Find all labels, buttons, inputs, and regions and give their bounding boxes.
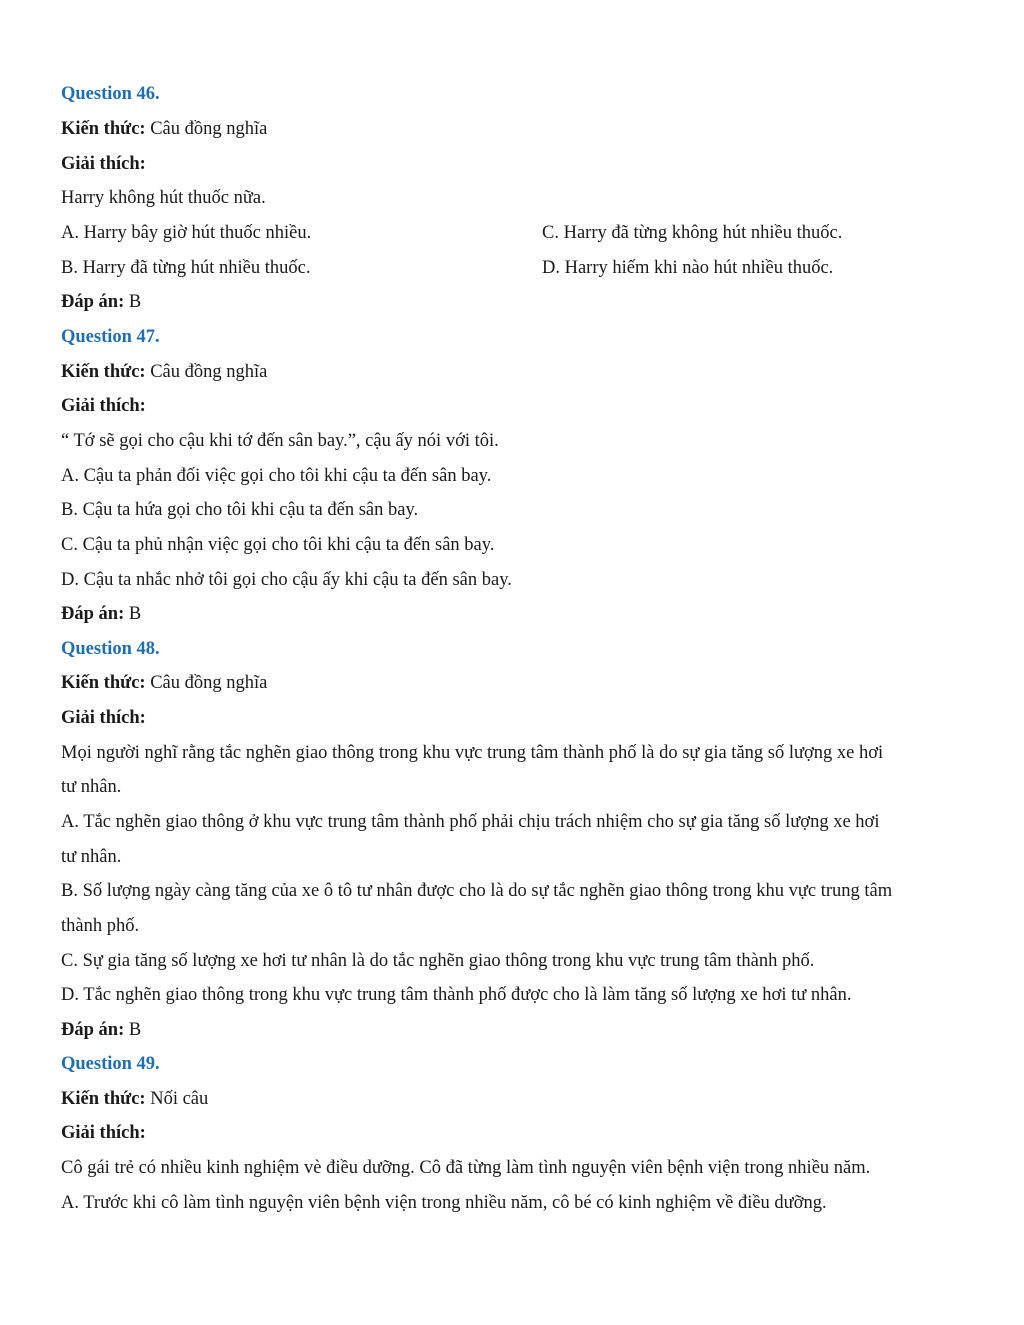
question-49-option-a: A. Trước khi cô làm tình nguyện viên bệnh viện trong nhiều năm, cô bé có kinh nghiệm về điều dưỡng. [61, 1193, 827, 1213]
question-49-prompt: Cô gái trẻ có nhiều kinh nghiệm vè điều dưỡng. Cô đã từng làm tình nguyện viên bệnh viện trong nhiều năm. [61, 1158, 871, 1178]
question-48-option-a-line-2: tư nhân. [61, 847, 122, 867]
question-47-option-a: A. Cậu ta phản đối việc gọi cho tôi khi cậu ta đến sân bay. [61, 466, 492, 486]
question-49-knowledge [61, 1088, 208, 1110]
question-46-option-b: B. Harry đã từng hút nhiều thuốc. [61, 258, 311, 278]
question-48-prompt-line-2: tư nhân. [61, 777, 122, 797]
answer-value: B [124, 604, 142, 624]
question-46-option-a: A. Harry bây giờ hút thuốc nhiều. [61, 223, 312, 243]
question-48-knowledge [61, 672, 267, 694]
question-47-option-d: D. Cậu ta nhắc nhở tôi gọi cho cậu ấy khi cậu ta đến sân bay. [61, 570, 512, 590]
question-47-explain-label: Giải thích: [61, 396, 146, 416]
question-48-option-a-line-1: A. Tắc nghẽn giao thông ở khu vực trung tâm thành phố phải chịu trách nhiệm cho sự gia tăng số lượng xe hơi [61, 812, 880, 832]
knowledge-value: Câu đồng nghĩa [145, 673, 268, 693]
answer-label: Đáp án: [61, 604, 125, 624]
question-48-option-b-line-1: B. Số lượng ngày càng tăng của xe ô tô tư nhân được cho là do sự tắc nghẽn giao thông trong khu vực trung tâm [61, 881, 893, 901]
question-49-explain-label: Giải thích: [61, 1123, 146, 1143]
question-47-knowledge [61, 361, 267, 383]
question-46-explain-label: Giải thích: [61, 154, 146, 174]
knowledge-value: Câu đồng nghĩa [145, 362, 268, 382]
knowledge-label: Kiến thức: [61, 1089, 146, 1109]
question-48-option-b-line-2: thành phố. [61, 916, 140, 936]
question-46-knowledge [61, 118, 267, 140]
knowledge-label: Kiến thức: [61, 362, 146, 382]
question-46-option-c: C. Harry đã từng không hút nhiều thuốc. [542, 223, 843, 243]
question-48-title: Question 48. [61, 639, 160, 659]
question-48-explain-label: Giải thích: [61, 708, 146, 728]
question-48-option-d: D. Tắc nghẽn giao thông trong khu vực trung tâm thành phố được cho là làm tăng số lượng xe hơi tư nhân. [61, 985, 852, 1005]
knowledge-value: Câu đồng nghĩa [145, 119, 268, 139]
question-47-answer [61, 603, 141, 625]
answer-value: B [124, 1020, 142, 1040]
question-48-answer [61, 1019, 141, 1041]
answer-label: Đáp án: [61, 1020, 125, 1040]
question-47-option-c: C. Cậu ta phủ nhận việc gọi cho tôi khi cậu ta đến sân bay. [61, 535, 495, 555]
question-46-prompt: Harry không hút thuốc nữa. [61, 188, 266, 208]
question-48-option-c: C. Sự gia tăng số lượng xe hơi tư nhân là do tắc nghẽn giao thông trong khu vực trung tâm thành phố. [61, 951, 815, 971]
question-46-option-d: D. Harry hiếm khi nào hút nhiều thuốc. [542, 258, 834, 278]
knowledge-label: Kiến thức: [61, 119, 146, 139]
answer-label: Đáp án: [61, 292, 125, 312]
question-46-answer [61, 291, 141, 313]
question-49-title: Question 49. [61, 1054, 160, 1074]
knowledge-value: Nối câu [145, 1089, 209, 1109]
question-47-title: Question 47. [61, 327, 160, 347]
question-47-prompt: “ Tớ sẽ gọi cho cậu khi tớ đến sân bay.”, cậu ấy nói với tôi. [61, 431, 499, 451]
answer-value: B [124, 292, 142, 312]
question-47-option-b: B. Cậu ta hứa gọi cho tôi khi cậu ta đến sân bay. [61, 500, 419, 520]
question-46-title: Question 46. [61, 84, 160, 104]
question-48-prompt-line-1: Mọi người nghĩ rằng tắc nghẽn giao thông trong khu vực trung tâm thành phố là do sự gia tăng số lượng xe hơi [61, 743, 884, 763]
knowledge-label: Kiến thức: [61, 673, 146, 693]
